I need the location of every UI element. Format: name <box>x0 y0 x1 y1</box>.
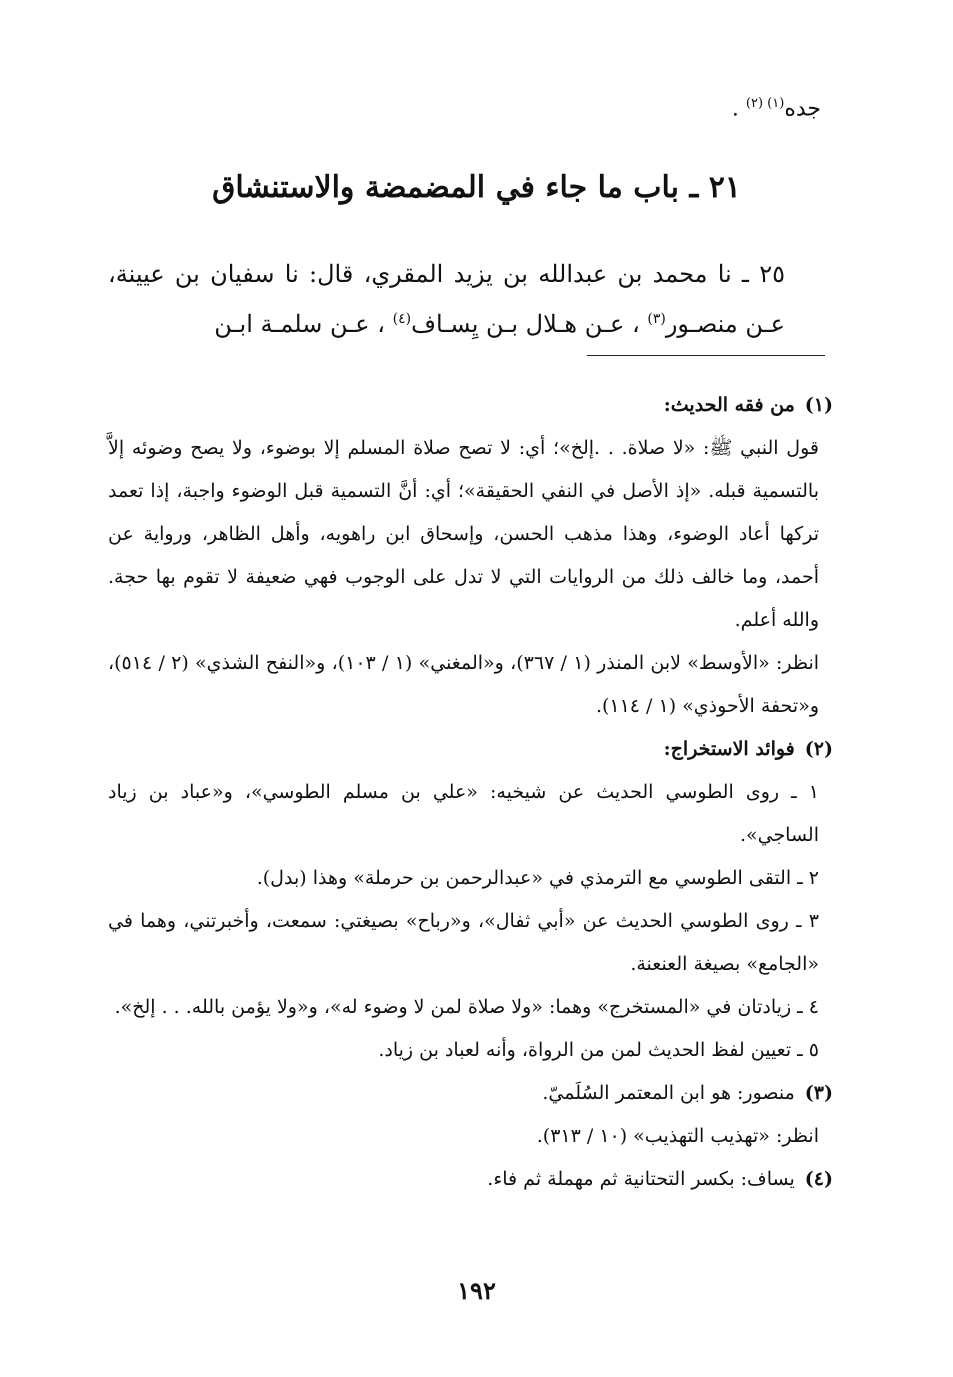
list-item: ٣ ـ روى الطوسي الحديث عن «أبي ثفال»، و«رباح» بصيغتي: سمعت، وأخبرتني، وهما في «الجامع» بصيغة العنعنة. <box>108 910 819 975</box>
footnote-1-marker: (١) <box>804 394 833 416</box>
footnote-ref-3: (٣) <box>647 311 666 327</box>
footnote-4 <box>108 1158 833 1201</box>
list-item: ٢ ـ التقى الطوسي مع الترمذي في «عبدالرحمن بن حرملة» وهذا (بدل). <box>256 867 819 889</box>
hadith-part-2: ، عـن هـلال بـن يِسـاف <box>411 310 640 338</box>
chapter-title: ٢١ ـ باب ما جاء في المضمضة والاستنشاق <box>212 170 741 205</box>
footnote-4-marker: (٤) <box>804 1168 833 1190</box>
list-item: ٤ ـ زيادتان في «المستخرج» وهما: «ولا صلاة لمن لا وضوء له»، و«ولا يؤمن بالله. . . إلخ». <box>114 996 819 1018</box>
footnote-divider <box>587 355 825 356</box>
footnote-1-title: من فقه الحديث: <box>663 394 795 416</box>
footnote-1-refs: انظر: «الأوسط» لابن المنذر (١ / ٣٦٧)، و«المغني» (١ / ١٠٣)، و«النفح الشذي» (٢ / ٥١٤)، و«تحفة الأحوذي» (١ / ١١٤). <box>108 652 820 717</box>
list-item: ١ ـ روى الطوسي الحديث عن شيخيه: «علي بن مسلم الطوسي»، و«عباد بن زياد الساجي». <box>108 781 819 846</box>
hadith-part-3: ، عـن سلمـة ابـن <box>214 310 385 338</box>
footnote-ref-4: (٤) <box>392 311 412 327</box>
footnote-refs: (١) (٢) <box>745 96 785 111</box>
footnote-2-marker: (٢) <box>804 738 833 760</box>
footnote-3 <box>108 1072 833 1115</box>
footnote-1-heading <box>108 384 833 427</box>
footnote-3-marker: (٣) <box>804 1082 833 1104</box>
hadith-text <box>108 252 825 347</box>
continuation-end: . <box>731 96 739 122</box>
footnote-2-heading <box>108 728 833 771</box>
page-number: ١٩٢ <box>457 1276 496 1305</box>
hadith-part-1: ٢٥ ـ نا محمد بن عبدالله بن يزيد المقري، قال: نا سفيان بن عيينة، عـن منصـور <box>108 260 785 338</box>
list-item: ٥ ـ تعيين لفظ الحديث لمن من الرواة، وأنه لعباد بن زياد. <box>378 1039 819 1061</box>
continuation-line <box>600 96 821 121</box>
footnote-4-text: يساف: بكسر التحتانية ثم مهملة ثم فاء. <box>487 1168 795 1190</box>
footnote-3-ref: انظر: «تهذيب التهذيب» (١٠ / ٣١٣). <box>536 1125 819 1147</box>
continuation-text: جده <box>784 96 821 122</box>
footnote-1-body: قول النبي ﷺ: «لا صلاة. . .إلخ»؛ أي: لا تصح صلاة المسلم إلا بوضوء، ولا يصح وضوئه إلاَّ بالتسمية قبله. «إذ الأصل في النفي الحقيقة»؛ أي: أنَّ التسمية قبل الوضوء واجبة، إذا تعمد تركها أعاد الوضوء، وهذا مذهب الحسن، وإسحاق ابن راهويه، وأهل الظاهر، ورواية عن أحمد، وما خالف ذلك من الروايات التي لا تدل على الوجوب فهي ضعيفة لا تقوم بها حجة. والله أعلم. <box>108 437 819 631</box>
footnotes <box>108 384 833 1201</box>
footnote-3-text: منصور: هو ابن المعتمر السُلَميّ. <box>542 1082 795 1104</box>
hadith-paragraph <box>108 252 825 347</box>
footnote-2-title: فوائد الاستخراج: <box>663 738 795 760</box>
